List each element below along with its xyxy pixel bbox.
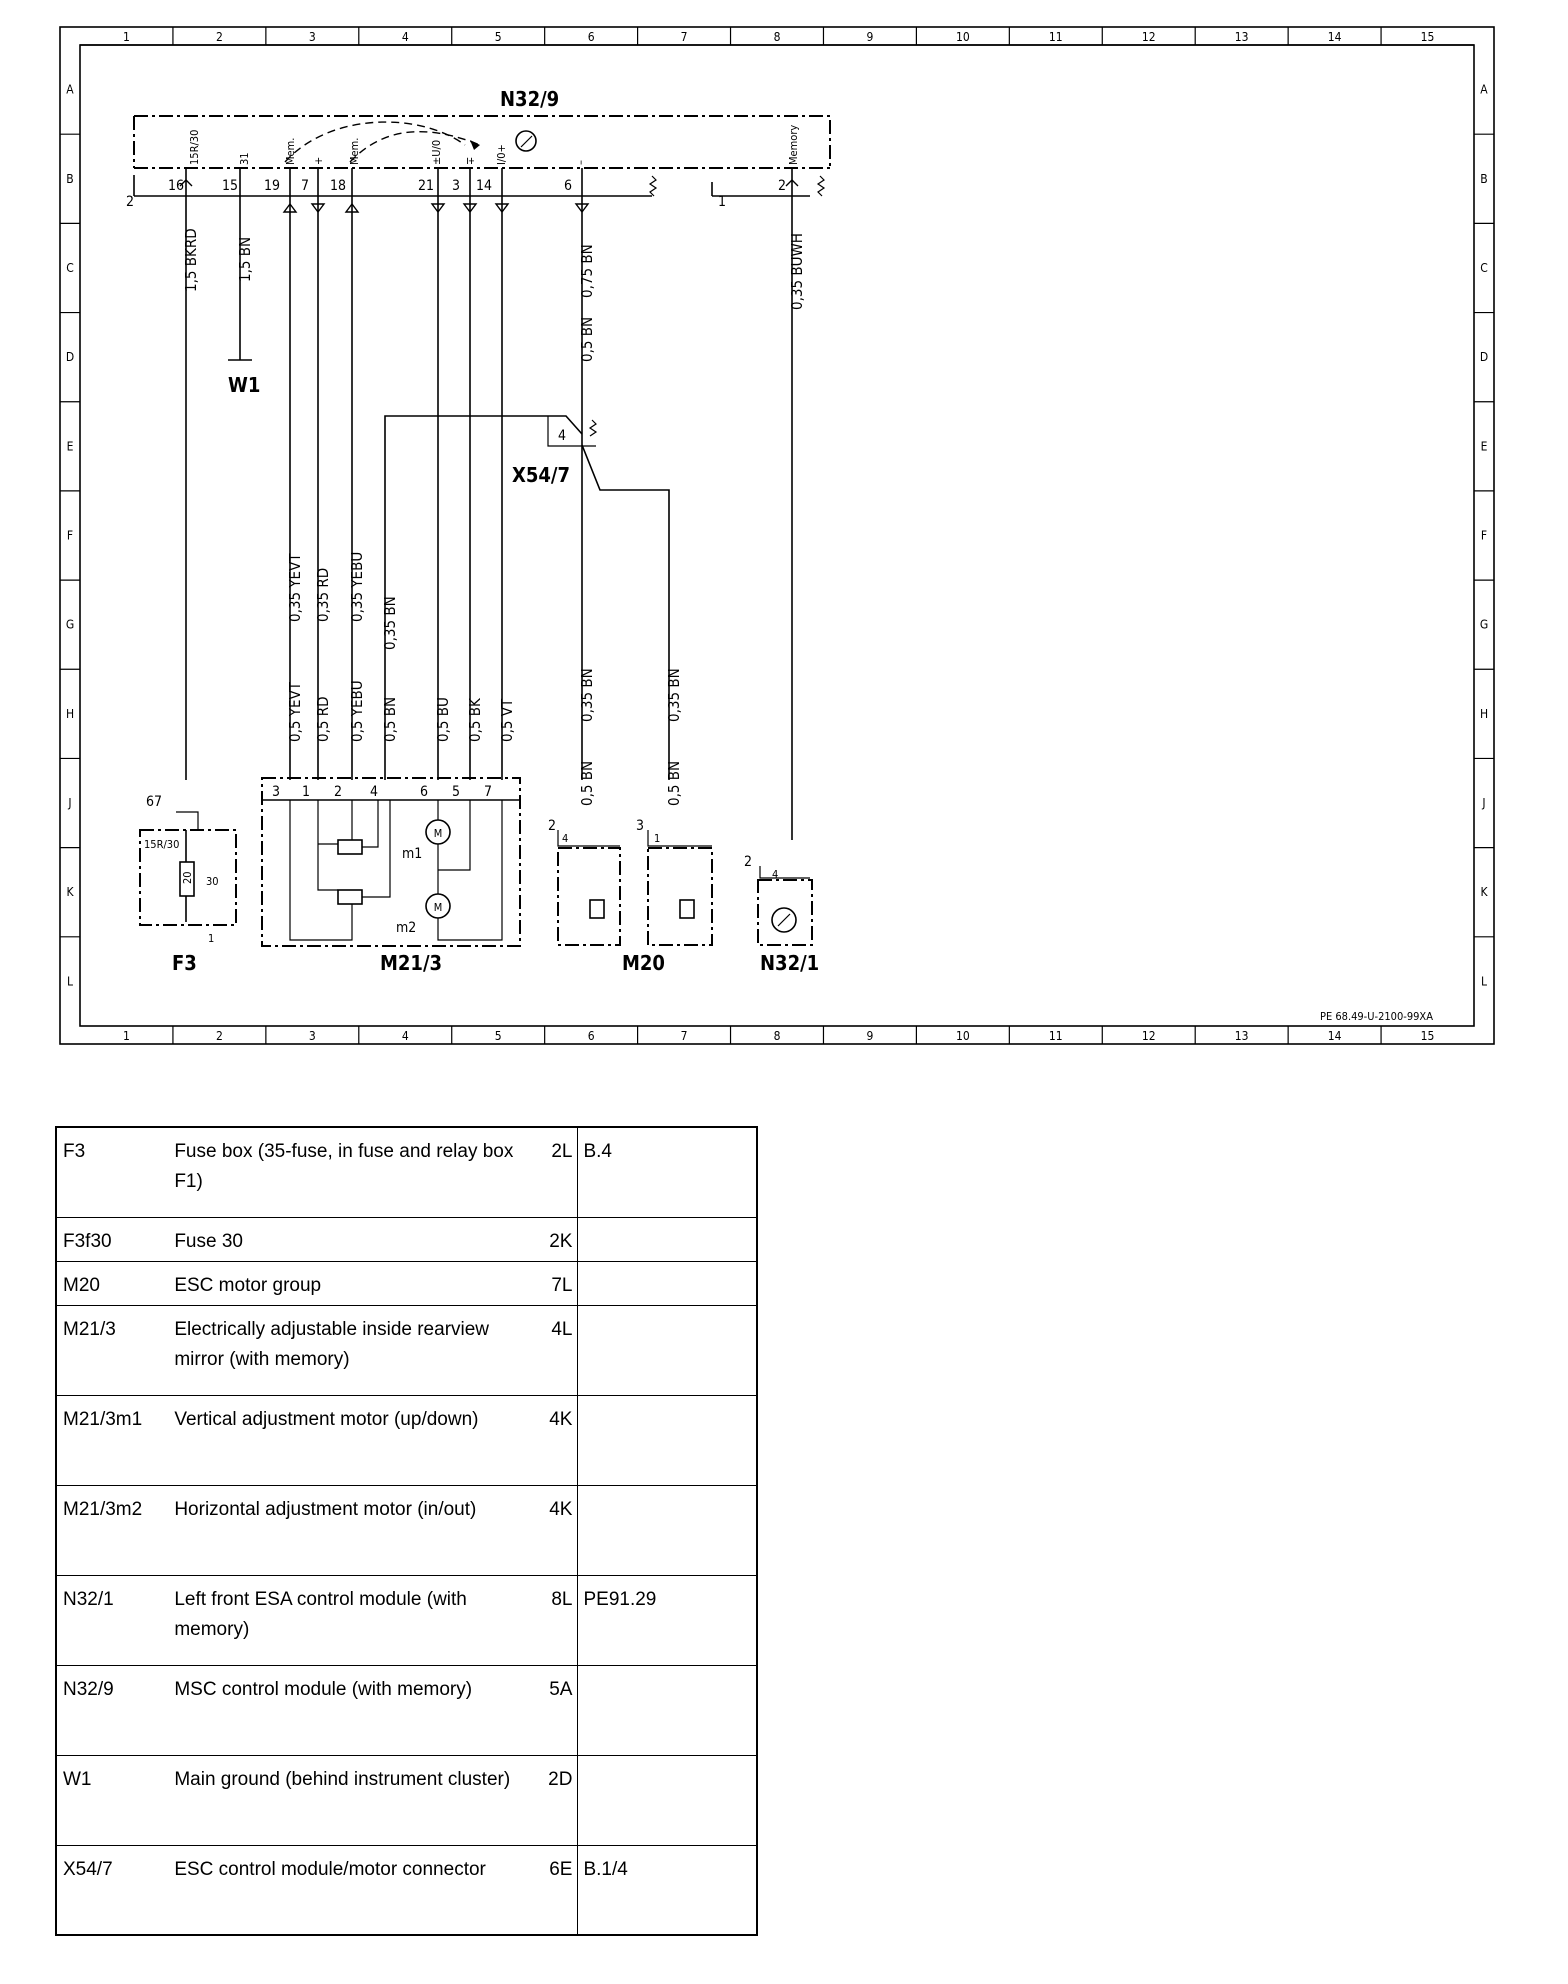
grid-row-label: J [68,796,72,811]
legend-location: 4K [536,1485,578,1575]
grid-column-label: 3 [308,1029,316,1043]
legend-description: Main ground (behind instrument cluster) [174,1755,536,1845]
grid-column-label: 11 [1048,30,1063,44]
legend-code: N32/9 [56,1665,174,1755]
grid-column-label: 8 [773,1029,781,1043]
grid-column-labels-bottom [123,1026,1434,1044]
f3-fuse-box [140,794,236,975]
svg-text:2: 2 [778,178,787,194]
svg-text:30: 30 [206,875,219,888]
legend-location: 2L [536,1127,578,1217]
grid-row-labels-left [60,83,80,989]
relay-icon [338,840,362,854]
legend-reference [578,1261,757,1305]
svg-text:1: 1 [208,932,215,945]
svg-text:Mem.: Mem. [348,137,361,165]
svg-text:3: 3 [452,178,461,194]
wire-labels [182,228,806,806]
svg-text:0,5 BN: 0,5 BN [578,316,596,362]
grid-column-label: 2 [215,1029,223,1043]
legend-row [56,1845,757,1935]
wires [186,220,792,840]
m21-3-mirror [262,778,520,975]
legend-location: 5A [536,1665,578,1755]
grid-column-label: 4 [401,1029,409,1043]
svg-text:15R/30: 15R/30 [188,129,201,165]
svg-text:m2: m2 [396,920,417,936]
grid-row-label: L [1480,974,1488,989]
svg-text:0,35 YEVT: 0,35 YEVT [286,553,304,622]
grid-column-label: 7 [680,1029,688,1043]
grid-column-label: 5 [494,30,502,44]
svg-text:7: 7 [301,178,310,194]
n32-9-label: N32/9 [500,87,560,111]
legend-row [56,1575,757,1665]
grid-column-label: 14 [1327,30,1342,44]
svg-text:0,5 YEVT: 0,5 YEVT [286,682,304,742]
svg-text:0,5 VT: 0,5 VT [498,698,516,742]
relay-icon [338,890,362,904]
grid-column-label: 8 [773,30,781,44]
legend-row [56,1127,757,1217]
svg-text:0,5 RD: 0,5 RD [314,696,332,742]
legend-description: Vertical adjustment motor (up/down) [174,1395,536,1485]
svg-text:0,5 BN: 0,5 BN [665,760,683,806]
legend-row [56,1395,757,1485]
grid-column-label: 9 [866,30,874,44]
svg-text:21: 21 [418,178,435,194]
legend-description: ESC control module/motor connector [174,1845,536,1935]
legend-row [56,1755,757,1845]
legend-description: ESC motor group [174,1261,536,1305]
svg-text:3: 3 [636,818,645,834]
svg-text:Mem.: Mem. [284,137,297,165]
grid-column-label: 3 [308,30,316,44]
legend-reference [578,1755,757,1845]
legend-code: F3f30 [56,1217,174,1261]
legend-code: M21/3m2 [56,1485,174,1575]
legend-description: Fuse 30 [174,1217,536,1261]
grid-column-label: 13 [1234,30,1249,44]
svg-text:14: 14 [476,178,493,194]
n32-1-label: N32/1 [760,951,820,975]
legend-reference [578,1395,757,1485]
svg-text:0,35 YEBU: 0,35 YEBU [348,551,366,622]
grid-column-label: 6 [587,30,595,44]
svg-text:67: 67 [146,794,163,810]
n32-1-module [744,854,819,975]
grid-column-label: 9 [866,1029,874,1043]
grid-row-label: H [1479,706,1489,721]
svg-text:0,35 BN: 0,35 BN [578,668,596,722]
n32-9-connector-right: 1 [718,194,727,210]
m21-3-pin: 7 [484,784,493,800]
grid-row-label: F [66,528,74,543]
grid-column-label: 7 [680,30,688,44]
sensor-icon [516,131,536,151]
m20-left-motor-icon [590,900,604,918]
grid-column-label: 2 [215,30,223,44]
grid-row-label: A [1480,82,1488,97]
grid-row-label: G [65,617,75,632]
svg-text:0,5 YEBU: 0,5 YEBU [348,680,366,742]
legend-row [56,1665,757,1755]
grid-row-label: C [1480,260,1488,275]
m21-3-pin: 3 [272,784,281,800]
grid-row-label: A [66,82,74,97]
grid-row-label: G [1479,617,1489,632]
svg-text:∓: ∓ [464,156,477,165]
m20-motor-group [548,818,712,975]
grid-column-label: 5 [494,1029,502,1043]
svg-text:M: M [433,901,443,914]
svg-text:M: M [433,827,443,840]
legend-description: Electrically adjustable inside rearview mirror (with memory) [174,1305,536,1395]
w1-ground [228,360,260,397]
svg-text:0,35 BUWH: 0,35 BUWH [788,233,806,310]
legend-code: W1 [56,1755,174,1845]
svg-text:m1: m1 [402,846,423,862]
legend-row [56,1485,757,1575]
svg-text:1,5 BKRD: 1,5 BKRD [182,228,200,292]
grid-row-label: E [66,439,74,454]
grid-row-label: D [1479,350,1489,365]
n32-9-connector-left: 2 [126,194,135,210]
grid-column-label: 14 [1327,1029,1342,1043]
svg-text:19: 19 [264,178,281,194]
svg-text:0,35 BN: 0,35 BN [665,668,683,722]
svg-text:18: 18 [330,178,347,194]
w1-label: W1 [228,373,261,397]
grid-column-label: 6 [587,1029,595,1043]
legend-code: X54/7 [56,1845,174,1935]
grid-column-label: 1 [123,1029,130,1043]
m21-3-pin: 1 [302,784,311,800]
grid-row-label: L [66,974,74,989]
grid-row-label: C [66,260,74,275]
svg-text:0,35 RD: 0,35 RD [314,567,332,622]
svg-text:0,5 BN: 0,5 BN [381,696,399,742]
m21-3-pin: 2 [334,784,343,800]
m20-right-motor-icon [680,900,694,918]
svg-text:±U/0: ±U/0 [430,139,443,165]
grid-column-label: 10 [955,1029,970,1043]
m21-3-pin: 5 [452,784,461,800]
legend-code: M20 [56,1261,174,1305]
m21-3-label: M21/3 [380,951,443,975]
m21-3-pin: 6 [420,784,429,800]
legend-location: 6E [536,1845,578,1935]
grid-row-label: H [65,706,75,721]
legend-reference [578,1305,757,1395]
grid-row-label: B [1480,171,1488,186]
legend-location: 4L [536,1305,578,1395]
svg-text:4: 4 [562,832,569,845]
grid-column-label: 12 [1141,1029,1156,1043]
svg-text:I/0+: I/0+ [495,144,508,165]
grid-row-label: B [66,171,74,186]
svg-text:20: 20 [181,871,194,884]
svg-text:31: 31 [238,152,251,165]
svg-text:4: 4 [558,428,567,444]
grid-column-label: 13 [1234,1029,1249,1043]
svg-text:0,5 BN: 0,5 BN [578,760,596,806]
svg-text:0,5 BU: 0,5 BU [434,697,452,742]
grid-row-label: E [1480,439,1488,454]
legend-location: 4K [536,1395,578,1485]
grid-row-label: F [1480,528,1488,543]
legend-row [56,1217,757,1261]
svg-text:6: 6 [564,178,573,194]
legend-code: M21/3 [56,1305,174,1395]
m21-3-pin: 4 [370,784,379,800]
legend-description: Fuse box (35-fuse, in fuse and relay box F1) [174,1127,536,1217]
legend-reference [578,1485,757,1575]
x54-7-label: X54/7 [512,463,571,487]
svg-text:Memory: Memory [787,124,800,165]
legend-location: 2K [536,1217,578,1261]
grid-column-label: 1 [123,30,130,44]
grid-row-label: K [66,885,74,900]
legend-row [56,1305,757,1395]
legend-code: N32/1 [56,1575,174,1665]
legend-reference: PE91.29 [578,1575,757,1665]
n32-9-module [126,87,830,220]
svg-text:16: 16 [168,178,185,194]
svg-text:1,5 BN: 1,5 BN [236,236,254,282]
grid-column-label: 12 [1141,30,1156,44]
svg-text:15R/30: 15R/30 [144,838,180,851]
legend-code: M21/3m1 [56,1395,174,1485]
x54-7-connector [512,416,596,487]
f3-label: F3 [172,951,197,975]
svg-text:0,75 BN: 0,75 BN [578,244,596,298]
m20-label: M20 [622,951,665,975]
grid-column-label: 10 [955,30,970,44]
svg-text:0,5 BK: 0,5 BK [466,698,484,742]
legend-description: MSC control module (with memory) [174,1665,536,1755]
svg-text:2: 2 [744,854,753,870]
svg-text:15: 15 [222,178,239,194]
grid-row-labels-right [1474,83,1494,989]
legend-location: 8L [536,1575,578,1665]
legend-row [56,1261,757,1305]
legend-location: 7L [536,1261,578,1305]
legend-description: Horizontal adjustment motor (in/out) [174,1485,536,1575]
legend-reference: B.1/4 [578,1845,757,1935]
grid-row-label: J [1482,796,1486,811]
component-legend-table [55,1126,758,1936]
grid-row-label: K [1480,885,1488,900]
grid-column-labels-top [123,27,1434,45]
svg-text:+: + [312,156,325,165]
legend-location: 2D [536,1755,578,1845]
document-code: PE 68.49-U-2100-99XA [1320,1010,1433,1023]
grid-column-label: 11 [1048,1029,1063,1043]
grid-column-label: 15 [1420,30,1435,44]
grid-row-label: D [65,350,75,365]
svg-text:–: – [574,160,587,165]
legend-description: Left front ESA control module (with memory) [174,1575,536,1665]
legend-reference [578,1665,757,1755]
grid-column-label: 15 [1420,1029,1435,1043]
legend-reference [578,1217,757,1261]
grid-column-label: 4 [401,30,409,44]
legend-code: F3 [56,1127,174,1217]
svg-text:2: 2 [548,818,557,834]
legend-reference: B.4 [578,1127,757,1217]
svg-text:4: 4 [772,868,779,881]
svg-text:0,35 BN: 0,35 BN [381,596,399,650]
svg-text:1: 1 [654,832,661,845]
